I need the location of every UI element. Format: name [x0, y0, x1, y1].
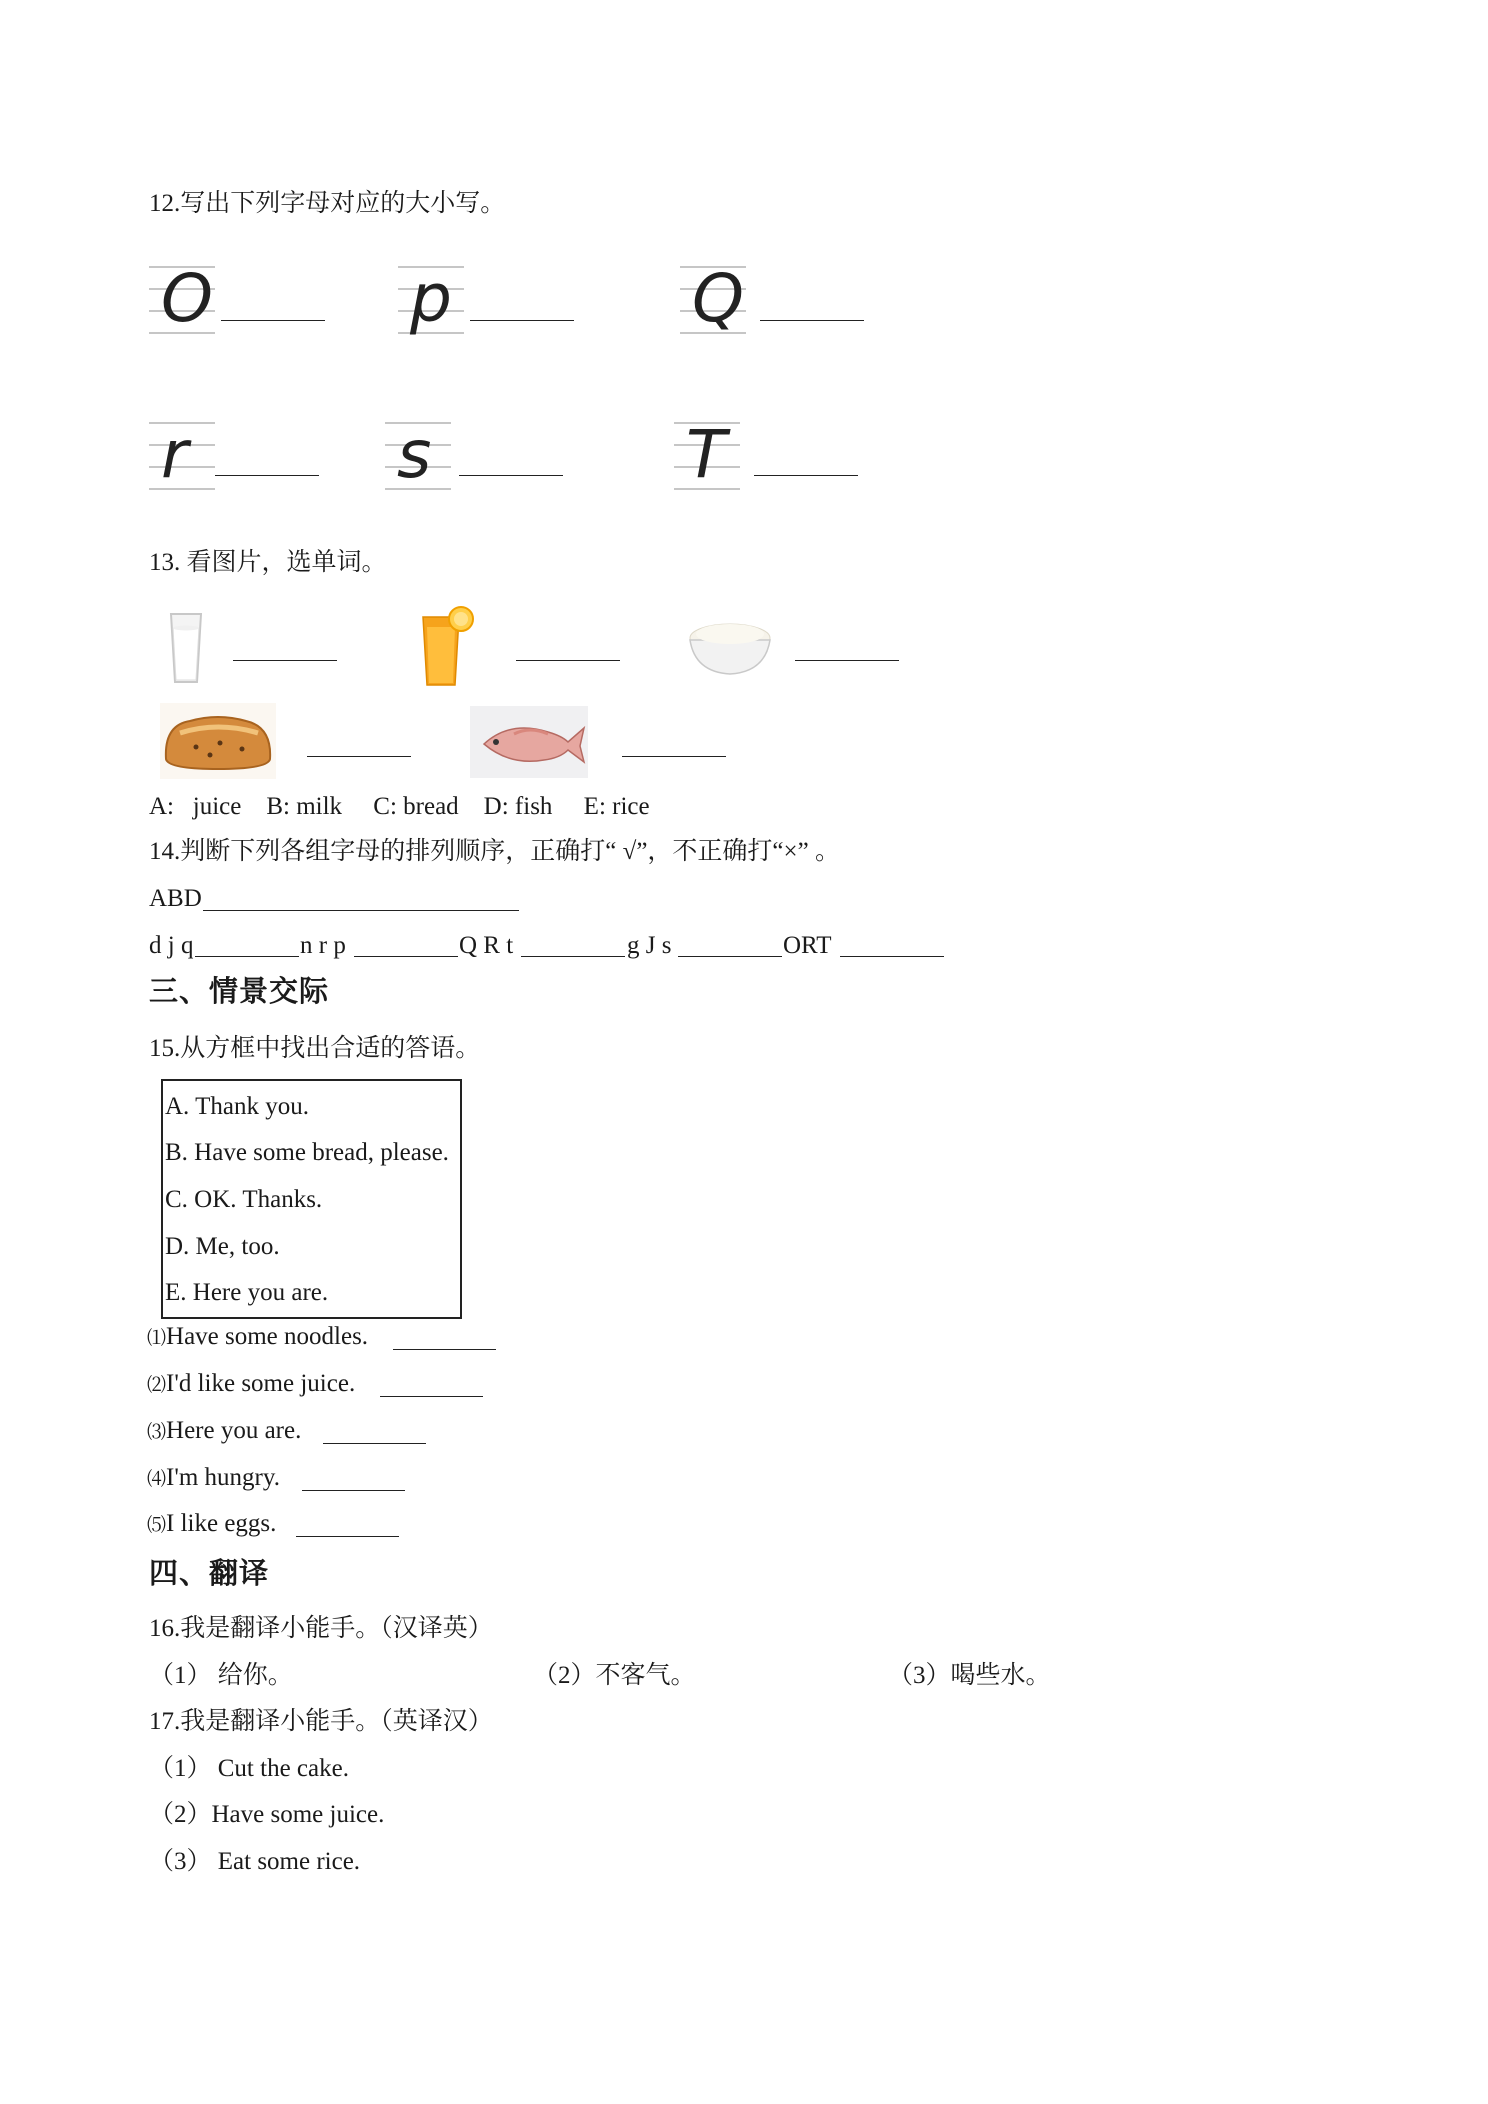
- fish-image: [470, 706, 588, 778]
- q17-item-1: （1） Cut the cake.: [149, 1755, 349, 1782]
- q17-item-2: （2）Have some juice.: [149, 1801, 385, 1828]
- q13-options: A: juice B: milk C: bread D: fish E: rice: [149, 793, 650, 820]
- option-b: B. Have some bread, please.: [165, 1139, 449, 1166]
- letter-box-5: [385, 418, 451, 506]
- q15-item-4: [147, 1463, 280, 1495]
- option-c: C. OK. Thanks.: [165, 1186, 323, 1213]
- answer-blank[interactable]: [233, 660, 337, 661]
- letter-glyph: p: [410, 260, 452, 337]
- item-text: I'd like some juice.: [166, 1370, 356, 1397]
- q15-title: 15.从方框中找出合适的答语。: [149, 1035, 481, 1062]
- letter-box-6: [674, 418, 740, 506]
- letter-box-4: [149, 418, 215, 506]
- q16-item-1: （1） 给你。: [149, 1662, 293, 1689]
- item-number: ⑵: [147, 1375, 167, 1396]
- letter-box-3: [680, 262, 746, 350]
- q14-row1: [149, 884, 202, 914]
- answer-blank[interactable]: [470, 320, 574, 321]
- letter-glyph: s: [397, 416, 432, 493]
- q14-group-4: g J s: [627, 932, 672, 959]
- answer-blank[interactable]: [754, 475, 858, 476]
- letter-glyph: Q: [692, 260, 744, 337]
- q16-title: 16.我是翻译小能手。（汉译英）: [149, 1615, 493, 1642]
- answer-blank[interactable]: [296, 1536, 399, 1537]
- answer-blank[interactable]: [840, 956, 944, 957]
- item-number: ⑶: [147, 1422, 167, 1443]
- answer-blank[interactable]: [195, 956, 299, 957]
- q15-item-2: [147, 1369, 355, 1401]
- answer-blank[interactable]: [203, 910, 519, 911]
- item-text: I'm hungry.: [166, 1464, 280, 1491]
- answer-blank[interactable]: [393, 1349, 496, 1350]
- q16-item-3: （3）喝些水。: [888, 1662, 1051, 1689]
- q14-group-abd: ABD: [149, 885, 202, 912]
- letter-glyph: O: [161, 260, 213, 337]
- option-d: D. Me, too.: [165, 1233, 280, 1260]
- q14-group-1: d j q: [149, 932, 194, 959]
- answer-blank[interactable]: [221, 320, 325, 321]
- item-number: ⑷: [147, 1469, 167, 1490]
- q17-title: 17.我是翻译小能手。（英译汉）: [149, 1708, 493, 1735]
- bread-loaf-image: [160, 703, 276, 779]
- answer-blank[interactable]: [678, 956, 782, 957]
- option-e: E. Here you are.: [165, 1279, 329, 1306]
- q13-title: 13. 看图片，选单词。: [149, 549, 387, 576]
- q12-title: 12.写出下列字母对应的大小写。: [149, 190, 506, 217]
- option-a: A. Thank you.: [165, 1093, 309, 1120]
- answer-options-box: [161, 1079, 462, 1319]
- item-text: I like eggs.: [166, 1510, 277, 1537]
- section-3-heading: 三、情景交际: [149, 974, 330, 1008]
- milk-glass-image: [165, 610, 207, 686]
- answer-blank[interactable]: [521, 956, 625, 957]
- q14-title: 14.判断下列各组字母的排列顺序，正确打“ √”，不正确打“×” 。: [149, 838, 840, 865]
- section-4-heading: 四、翻译: [149, 1556, 270, 1590]
- answer-blank[interactable]: [516, 660, 620, 661]
- item-text: Have some noodles.: [166, 1323, 369, 1350]
- answer-blank[interactable]: [354, 956, 458, 957]
- q15-item-3: [147, 1416, 301, 1448]
- answer-blank[interactable]: [323, 1443, 426, 1444]
- q15-item-1: [147, 1322, 368, 1354]
- item-text: Here you are.: [166, 1417, 302, 1444]
- answer-blank[interactable]: [380, 1396, 483, 1397]
- q15-item-5: [147, 1509, 276, 1541]
- q16-item-2: （2）不客气。: [533, 1662, 696, 1689]
- letter-box-1: [149, 262, 215, 350]
- letter-glyph: r: [161, 416, 189, 493]
- q14-group-2: n r p: [300, 932, 346, 959]
- answer-blank[interactable]: [459, 475, 563, 476]
- q14-group-5: ORT: [783, 932, 832, 959]
- letter-box-2: [398, 262, 464, 350]
- answer-blank[interactable]: [795, 660, 899, 661]
- answer-blank[interactable]: [760, 320, 864, 321]
- letter-glyph: T: [686, 416, 727, 493]
- answer-blank[interactable]: [215, 475, 319, 476]
- answer-blank[interactable]: [302, 1490, 405, 1491]
- q14-group-3: Q R t: [459, 932, 514, 959]
- answer-blank[interactable]: [307, 756, 411, 757]
- rice-bowl-image: [685, 612, 775, 678]
- item-number: ⑸: [147, 1515, 167, 1536]
- orange-juice-image: [415, 605, 477, 689]
- item-number: ⑴: [147, 1328, 167, 1349]
- answer-blank[interactable]: [622, 756, 726, 757]
- q17-item-3: （3） Eat some rice.: [149, 1848, 361, 1875]
